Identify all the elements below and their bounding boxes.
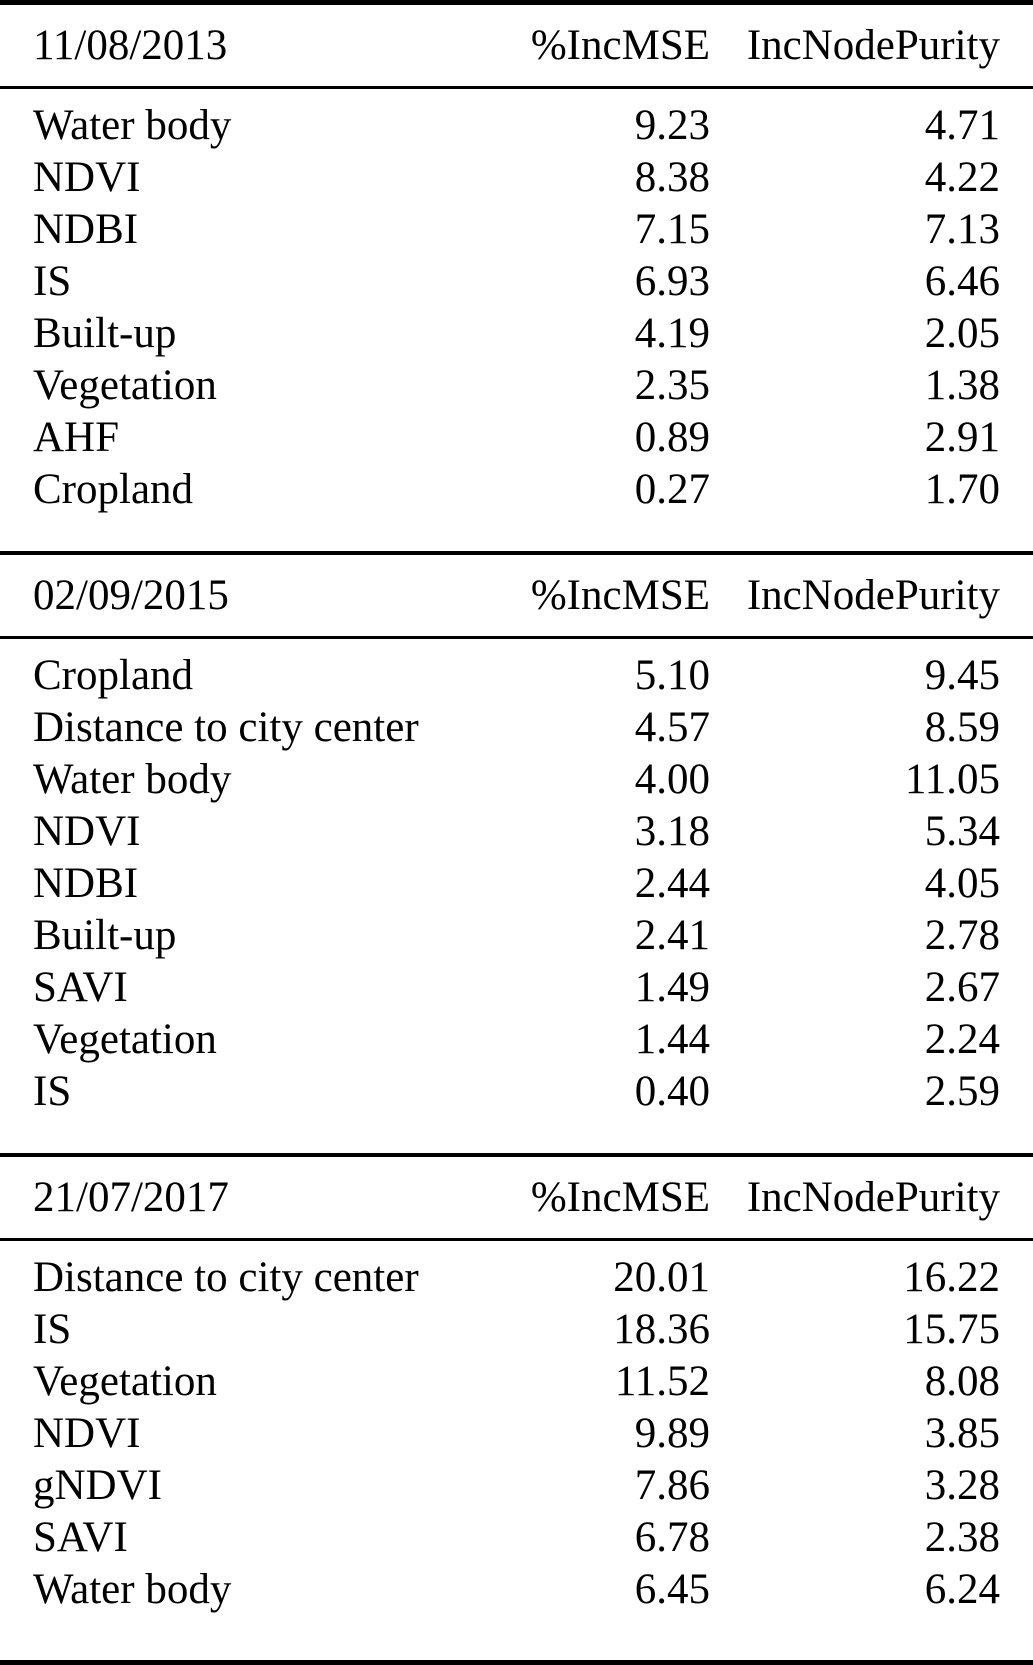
row-incnodepurity-value: 3.85	[924, 1409, 1000, 1457]
table-row	[0, 359, 1033, 411]
row-label: NDVI	[33, 153, 141, 201]
column-header-incnodepurity: IncNodePurity	[746, 22, 1000, 69]
row-incnodepurity-value: 2.38	[924, 1513, 1000, 1561]
table-row	[0, 1303, 1033, 1355]
row-incnodepurity-value: 8.59	[924, 703, 1000, 751]
row-incnodepurity-value: 1.70	[924, 465, 1000, 513]
row-incmse-value: 4.19	[634, 309, 710, 357]
row-label: IS	[33, 1067, 72, 1115]
table-row	[0, 701, 1033, 753]
row-label: IS	[33, 1305, 72, 1353]
row-incmse-value: 6.93	[634, 257, 710, 305]
row-incmse-value: 1.49	[634, 963, 710, 1011]
table-section-2017	[0, 1153, 1033, 1651]
row-label: Cropland	[33, 651, 194, 699]
row-label: Cropland	[33, 465, 194, 513]
table-row	[0, 99, 1033, 151]
section-date: 21/07/2017	[33, 1174, 229, 1221]
row-incnodepurity-value: 4.71	[924, 101, 1000, 149]
row-incmse-value: 2.35	[634, 361, 710, 409]
row-label: Water body	[33, 101, 232, 149]
table-row	[0, 1459, 1033, 1511]
column-header-incmse: %IncMSE	[530, 572, 710, 619]
row-incmse-value: 1.44	[634, 1015, 710, 1063]
section-date: 11/08/2013	[33, 22, 228, 69]
section-date: 02/09/2015	[33, 572, 229, 619]
table-row	[0, 151, 1033, 203]
row-label: IS	[33, 257, 72, 305]
row-incmse-value: 3.18	[634, 807, 710, 855]
row-label: Vegetation	[33, 1015, 217, 1063]
section-rows	[0, 1241, 1033, 1651]
table-row	[0, 411, 1033, 463]
row-incmse-value: 9.23	[634, 101, 710, 149]
table-row	[0, 1355, 1033, 1407]
row-label: SAVI	[33, 1513, 128, 1561]
section-rows	[0, 639, 1033, 1153]
row-label: Vegetation	[33, 1357, 217, 1405]
row-incnodepurity-value: 1.38	[924, 361, 1000, 409]
table-row	[0, 1065, 1033, 1117]
row-label: NDBI	[33, 205, 139, 253]
row-incmse-value: 11.52	[614, 1357, 710, 1405]
row-label: NDVI	[33, 807, 141, 855]
row-incnodepurity-value: 2.59	[924, 1067, 1000, 1115]
row-incmse-value: 5.10	[634, 651, 710, 699]
column-header-incnodepurity: IncNodePurity	[746, 572, 1000, 619]
row-incmse-value: 0.27	[634, 465, 710, 513]
row-incmse-value: 0.89	[634, 413, 710, 461]
row-label: Built-up	[33, 309, 177, 357]
row-incnodepurity-value: 2.91	[924, 413, 1000, 461]
row-incnodepurity-value: 2.78	[924, 911, 1000, 959]
table-row	[0, 805, 1033, 857]
section-rows	[0, 89, 1033, 551]
row-incnodepurity-value: 2.24	[924, 1015, 1000, 1063]
row-incmse-value: 0.40	[634, 1067, 710, 1115]
table-row	[0, 255, 1033, 307]
row-incnodepurity-value: 6.46	[924, 257, 1000, 305]
row-incmse-value: 8.38	[634, 153, 710, 201]
row-incnodepurity-value: 3.28	[924, 1461, 1000, 1509]
table-row	[0, 1013, 1033, 1065]
row-incmse-value: 2.44	[634, 859, 710, 907]
row-incnodepurity-value: 11.05	[904, 755, 1000, 803]
row-incmse-value: 4.00	[634, 755, 710, 803]
row-incnodepurity-value: 4.22	[924, 153, 1000, 201]
table-row	[0, 857, 1033, 909]
row-label: AHF	[33, 413, 120, 461]
row-incnodepurity-value: 9.45	[924, 651, 1000, 699]
row-label: Water body	[33, 1565, 232, 1613]
table-row	[0, 909, 1033, 961]
row-incmse-value: 4.57	[634, 703, 710, 751]
column-header-incmse: %IncMSE	[530, 1174, 710, 1221]
row-incnodepurity-value: 8.08	[924, 1357, 1000, 1405]
column-header-incmse: %IncMSE	[530, 22, 710, 69]
row-incmse-value: 2.41	[634, 911, 710, 959]
row-incmse-value: 9.89	[634, 1409, 710, 1457]
row-incnodepurity-value: 7.13	[924, 205, 1000, 253]
row-incnodepurity-value: 6.24	[924, 1565, 1000, 1613]
row-incmse-value: 20.01	[613, 1253, 710, 1301]
table-row	[0, 1563, 1033, 1615]
row-incnodepurity-value: 5.34	[924, 807, 1000, 855]
table-row	[0, 961, 1033, 1013]
row-label: Vegetation	[33, 361, 217, 409]
table-row	[0, 649, 1033, 701]
row-label: Distance to city center	[33, 1253, 419, 1301]
row-label: SAVI	[33, 963, 128, 1011]
table-row	[0, 307, 1033, 359]
row-incmse-value: 7.15	[634, 205, 710, 253]
row-incmse-value: 6.45	[634, 1565, 710, 1613]
table-row	[0, 753, 1033, 805]
row-incnodepurity-value: 2.05	[924, 309, 1000, 357]
column-header-incnodepurity: IncNodePurity	[746, 1174, 1000, 1221]
row-incmse-value: 7.86	[634, 1461, 710, 1509]
row-incmse-value: 6.78	[634, 1513, 710, 1561]
row-label: Distance to city center	[33, 703, 419, 751]
row-incmse-value: 18.36	[613, 1305, 710, 1353]
row-label: gNDVI	[33, 1461, 162, 1509]
table-row	[0, 1511, 1033, 1563]
row-incnodepurity-value: 2.67	[924, 963, 1000, 1011]
section-header	[0, 555, 1033, 639]
section-header	[0, 1157, 1033, 1241]
row-label: Water body	[33, 755, 232, 803]
table-row	[0, 1251, 1033, 1303]
table-row	[0, 1407, 1033, 1459]
row-label: Built-up	[33, 911, 177, 959]
section-header	[0, 5, 1033, 89]
row-incnodepurity-value: 4.05	[924, 859, 1000, 907]
row-label: NDVI	[33, 1409, 141, 1457]
table-row	[0, 463, 1033, 515]
row-label: NDBI	[33, 859, 139, 907]
table-row	[0, 203, 1033, 255]
row-incnodepurity-value: 15.75	[903, 1305, 1000, 1353]
row-incnodepurity-value: 16.22	[903, 1253, 1000, 1301]
table-section-2013	[0, 5, 1033, 551]
table-section-2015	[0, 551, 1033, 1153]
